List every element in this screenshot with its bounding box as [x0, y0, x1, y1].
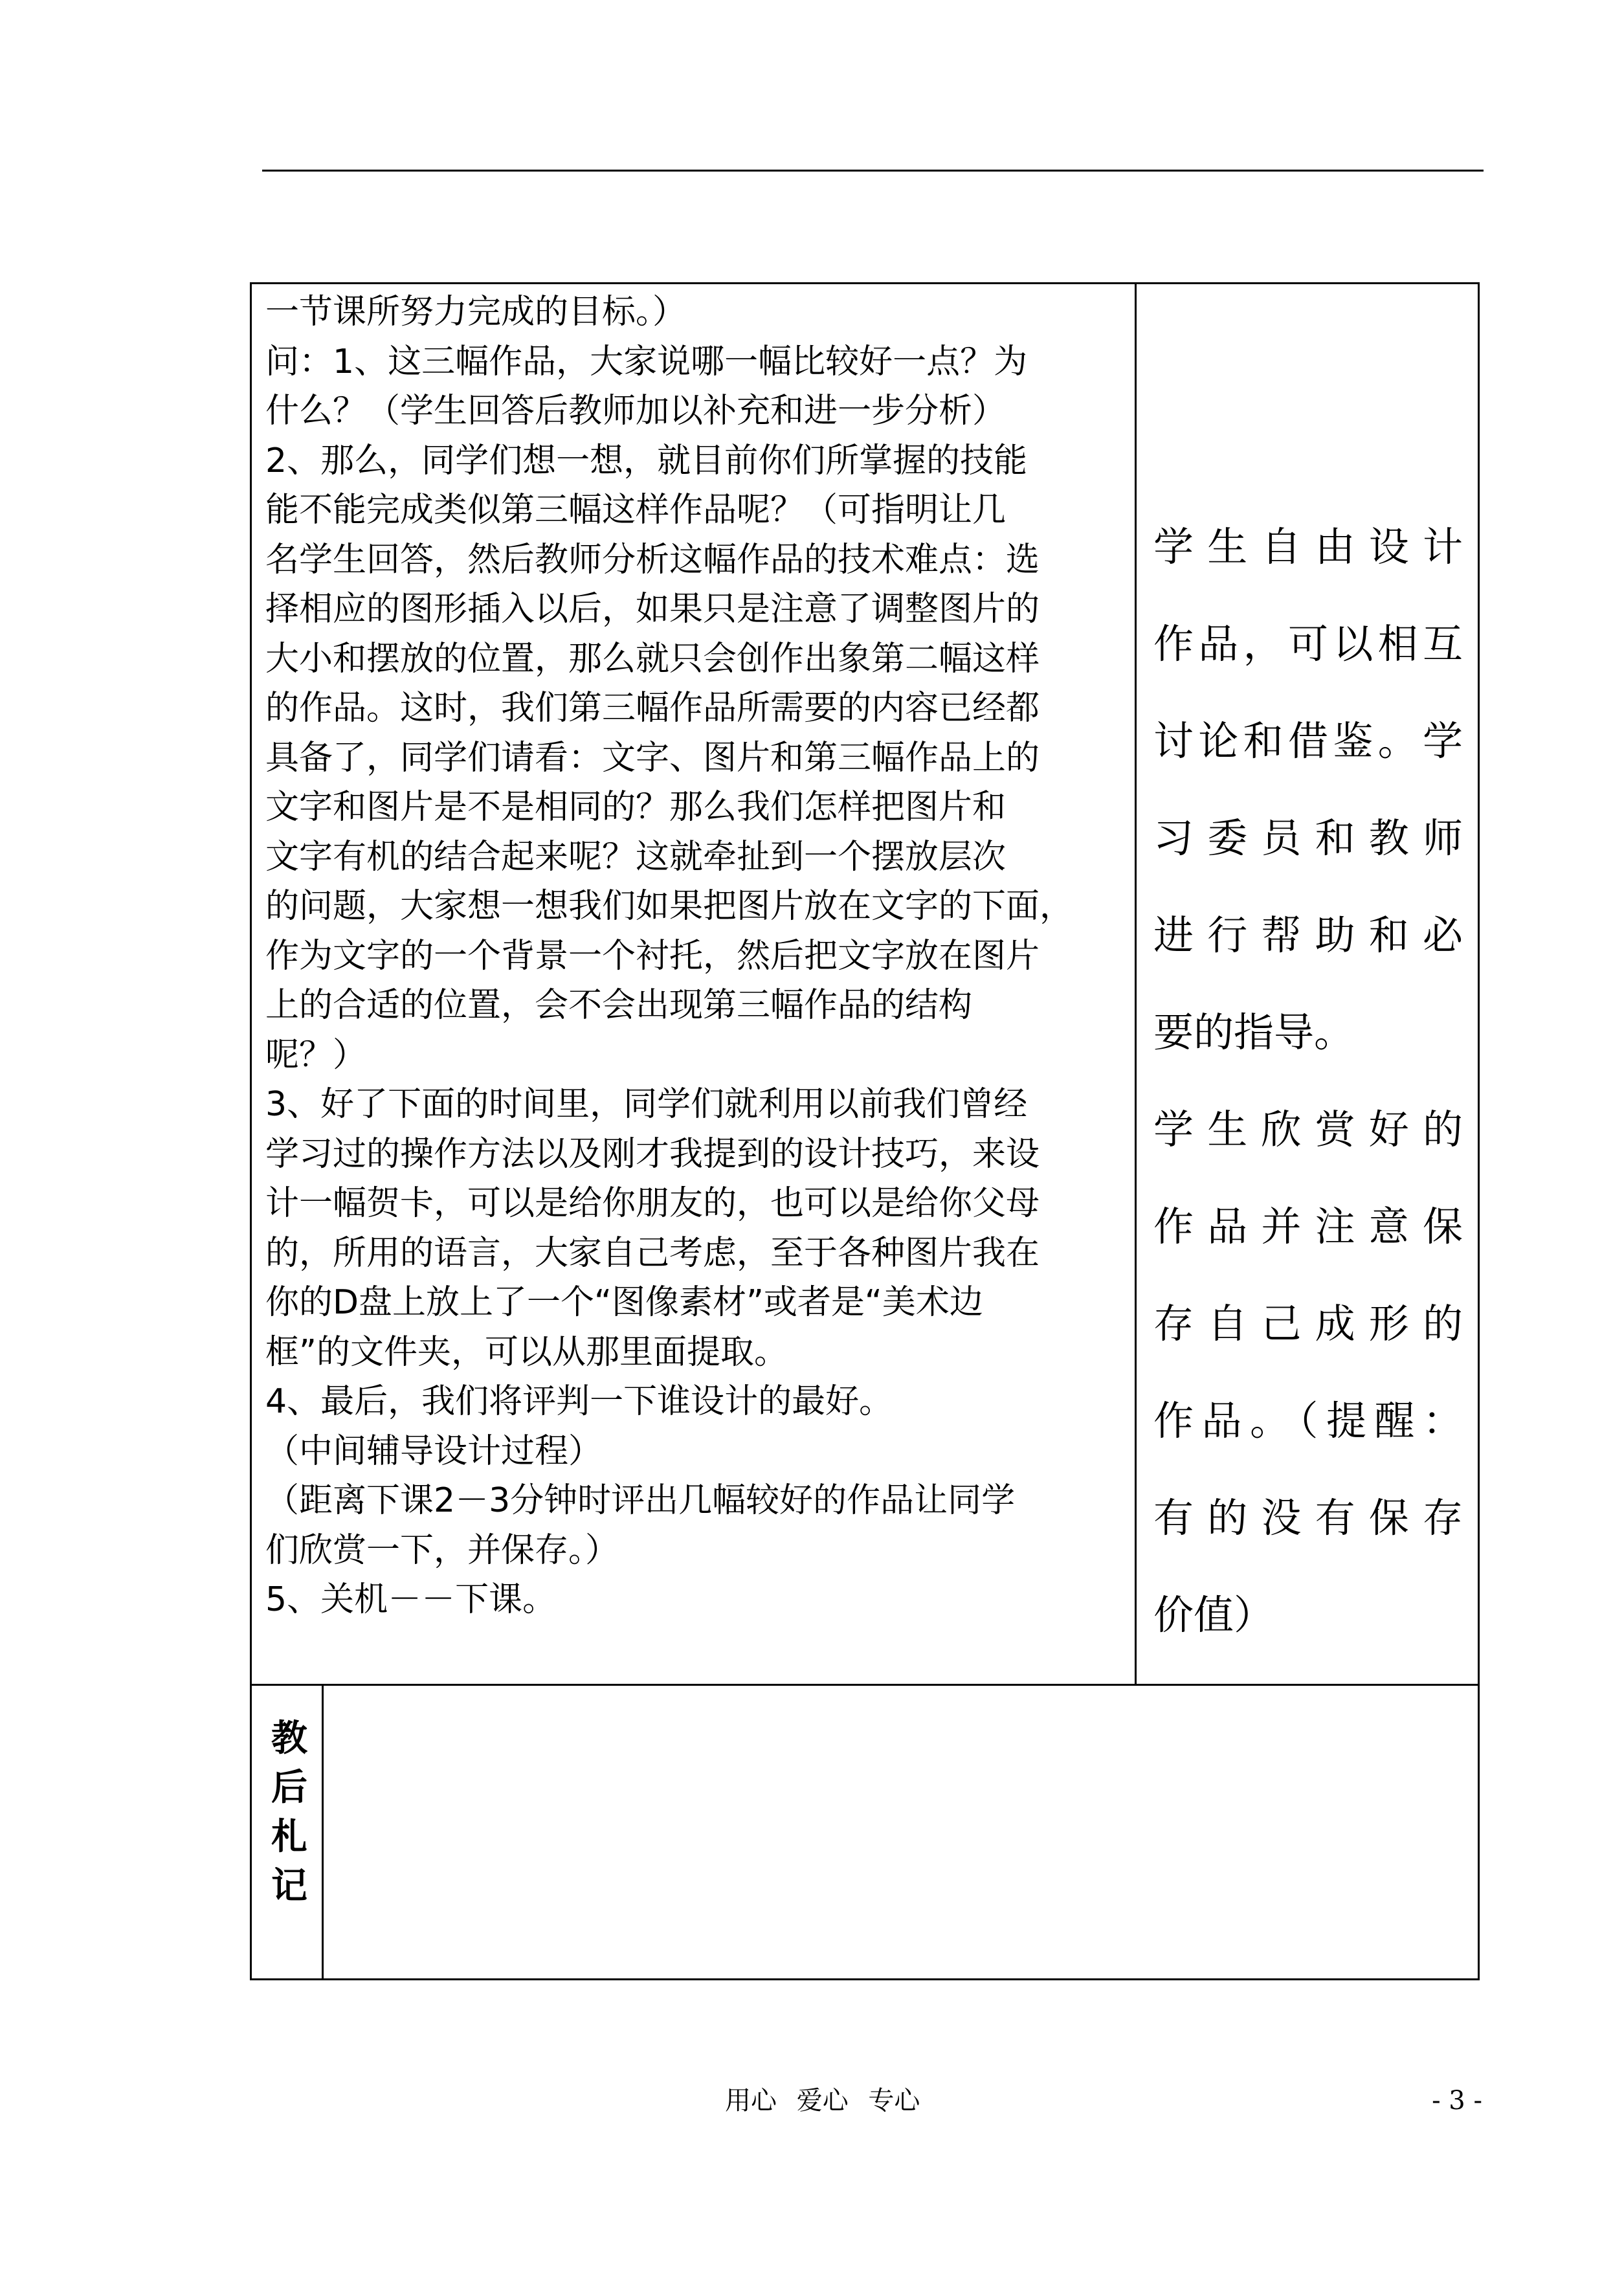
activity-line: 作品。（提醒： — [1153, 1397, 1463, 1444]
notes-label-divider — [322, 1684, 324, 1980]
activity-line: 有的没有保存 — [1153, 1494, 1463, 1541]
activity-line: 习委员和教师 — [1153, 814, 1463, 862]
process-line: 你的D盘上放上了一个“图像素材”或者是“美术边 — [265, 1283, 983, 1322]
label-char: 记 — [271, 1865, 307, 1907]
process-line: 文字有机的结合起来呢？这就牵扯到一个摆放层次 — [265, 837, 1007, 877]
process-line: （距离下课2－3分钟时评出几幅较好的作品让同学 — [265, 1481, 1016, 1520]
process-line: 择相应的图形插入以后，如果只是注意了调整图片的 — [265, 590, 1040, 629]
header-rule — [262, 170, 1484, 172]
process-line: 名学生回答，然后教师分析这幅作品的技术难点：选 — [265, 540, 1040, 579]
activity-line: 价值） — [1153, 1591, 1274, 1639]
page-number: - 3 - — [1432, 2086, 1482, 2116]
process-line: 文字和图片是不是相同的？那么我们怎样把图片和 — [265, 788, 1007, 827]
process-line: 具备了，同学们请看：文字、图片和第三幅作品上的 — [265, 738, 1040, 777]
process-line: 作为文字的一个背景一个衬托，然后把文字放在图片 — [265, 936, 1040, 976]
process-line: 什么？（学生回答后教师加以补充和进一步分析） — [265, 392, 1007, 431]
student-activity-cell — [1153, 498, 1463, 1664]
row-divider — [250, 1684, 1480, 1686]
process-line: 2、那么，同学们想一想，就目前你们所掌握的技能 — [265, 441, 1028, 480]
process-line: 5、关机－－下课。 — [265, 1580, 557, 1619]
activity-line: 存自己成形的 — [1153, 1300, 1463, 1347]
label-char: 札 — [271, 1816, 307, 1858]
process-line: 们欣赏一下，并保存。） — [265, 1530, 619, 1570]
process-line: 3、好了下面的时间里，同学们就利用以前我们曾经 — [265, 1085, 1028, 1124]
footer-motto: 用心 爱心 专心 — [725, 2086, 920, 2116]
activity-line: 学生自由设计 — [1153, 523, 1463, 570]
process-line: 的作品。这时，我们第三幅作品所需要的内容已经都 — [265, 689, 1040, 728]
activity-line: 作品并注意保 — [1153, 1203, 1463, 1250]
process-line: 问：1、这三幅作品，大家说哪一幅比较好一点？为 — [265, 342, 1028, 381]
process-line: 能不能完成类似第三幅这样作品呢？（可指明让几 — [265, 491, 1007, 530]
teaching-process-cell — [265, 287, 1136, 1625]
process-line: 呢？） — [265, 1035, 367, 1075]
process-line: 4、最后，我们将评判一下谁设计的最好。 — [265, 1382, 893, 1421]
process-line: 上的合适的位置，会不会出现第三幅作品的结构 — [265, 986, 973, 1025]
activity-line: 讨论和借鉴。学 — [1153, 717, 1463, 765]
process-line: 计一幅贺卡，可以是给你朋友的，也可以是给你父母 — [265, 1184, 1040, 1223]
post-lesson-notes-content — [337, 1696, 1463, 1968]
process-line: 框”的文件夹，可以从那里面提取。 — [265, 1332, 788, 1372]
activity-line: 学生欣赏好的 — [1153, 1106, 1463, 1153]
post-lesson-notes-label — [261, 1714, 317, 1911]
process-line: 一节课所努力完成的目标。） — [265, 293, 687, 331]
process-line: 学习过的操作方法以及刚才我提到的设计技巧，来设 — [265, 1134, 1040, 1174]
activity-line: 进行帮助和必 — [1153, 912, 1463, 959]
label-char: 后 — [271, 1767, 307, 1809]
process-line: （中间辅导设计过程） — [265, 1431, 603, 1471]
process-line: 大小和摆放的位置，那么就只会创作出象第二幅这样 — [265, 639, 1040, 678]
process-line: 的，所用的语言，大家自己考虑，至于各种图片我在 — [265, 1233, 1040, 1273]
label-char: 教 — [271, 1717, 307, 1760]
activity-line: 要的指导。 — [1153, 1009, 1355, 1056]
process-line: 的问题，大家想一想我们如果把图片放在文字的下面， — [265, 887, 1074, 926]
activity-line: 作品，可以相互 — [1153, 620, 1463, 667]
